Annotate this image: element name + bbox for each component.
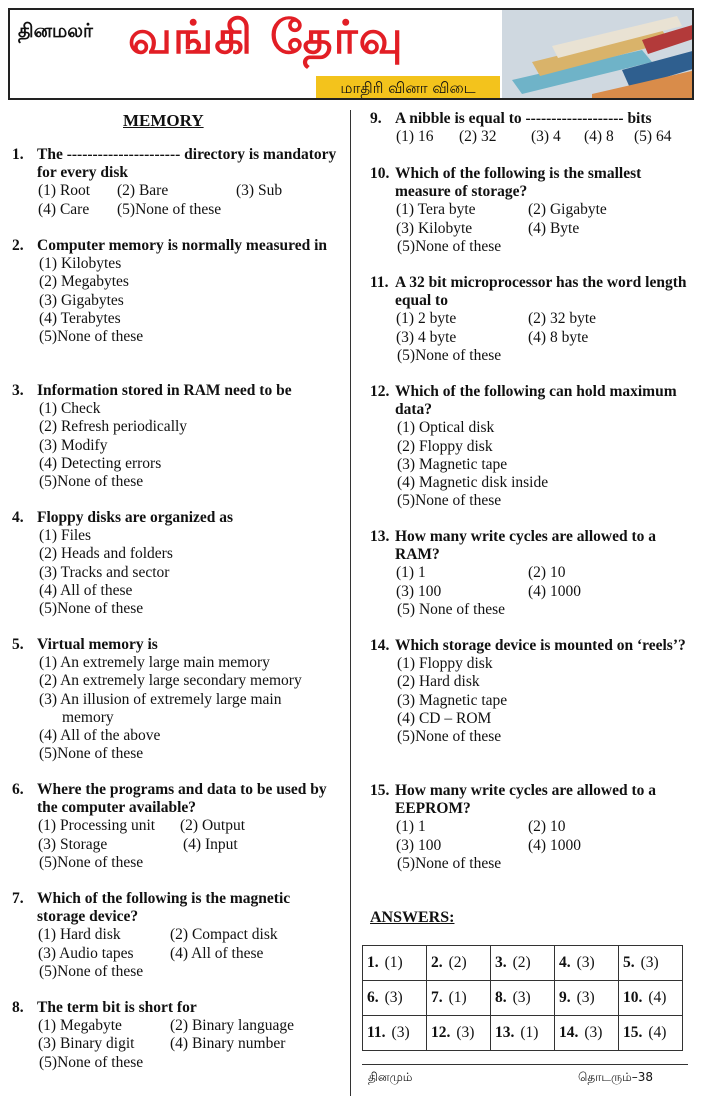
option: (3) Sub	[236, 182, 283, 200]
answer-cell: 6. (3)	[363, 981, 427, 1016]
question-stem: Floppy disks are organized as	[37, 509, 234, 526]
question-number: 9.	[370, 110, 382, 127]
answer-cell: 9. (3)	[555, 981, 619, 1016]
answer-cell: 7. (1)	[427, 981, 491, 1016]
section-title: MEMORY	[123, 111, 204, 130]
masthead	[8, 8, 694, 100]
books-illustration	[502, 10, 694, 100]
question-stem: Information stored in RAM need to be	[37, 382, 292, 399]
question-8	[12, 999, 342, 1072]
option: (3) Binary digit	[38, 1035, 135, 1053]
option: (5)None of these	[39, 600, 144, 618]
option: (2) An extremely large secondary memory	[39, 672, 302, 690]
option: (3) Modify	[39, 436, 108, 454]
option: (1) Floppy disk	[397, 655, 493, 673]
table-row	[363, 946, 683, 981]
question-1	[12, 146, 342, 219]
column-divider	[350, 110, 351, 1096]
option: (4) 8	[584, 128, 614, 146]
question-number: 5.	[12, 636, 24, 653]
option: (1) Hard disk	[38, 926, 121, 944]
option: (3) 4	[531, 128, 561, 146]
question-number: 2.	[12, 237, 24, 254]
option: (4) Care	[38, 200, 90, 218]
answer-cell: 13. (1)	[491, 1016, 555, 1051]
question-stem: How many write cycles are allowed to a RAM?	[395, 528, 657, 564]
option: (5)None of these	[39, 328, 144, 346]
option: (2) 10	[528, 818, 566, 836]
question-number: 11.	[370, 274, 389, 291]
option: (2) Floppy disk	[397, 437, 493, 455]
option: (2) Megabytes	[39, 273, 129, 291]
option: (4) 1000	[528, 582, 581, 600]
option: (3) 4 byte	[396, 328, 457, 346]
option: (1) Files	[39, 527, 92, 545]
option: (3) Magnetic tape	[397, 691, 508, 709]
option: (1) Root	[38, 182, 91, 200]
option: (5)None of these	[39, 745, 144, 763]
option: (5)None of these	[117, 200, 222, 218]
question-11	[370, 274, 690, 365]
question-number: 6.	[12, 781, 24, 798]
option: (4) All of these	[39, 581, 133, 599]
answer-cell: 12. (3)	[427, 1016, 491, 1051]
table-row	[363, 1016, 683, 1051]
option: (2) 32	[459, 128, 497, 146]
question-15	[370, 782, 690, 873]
option: (5)None of these	[39, 853, 144, 871]
option: (5) 64	[634, 128, 672, 146]
question-10	[370, 165, 690, 256]
table-row	[363, 981, 683, 1016]
question-number: 10.	[370, 165, 390, 182]
question-stem: Which of the following can hold maximum data?	[395, 383, 677, 419]
answer-cell: 2. (2)	[427, 946, 491, 981]
question-number: 4.	[12, 509, 24, 526]
answer-cell: 5. (3)	[619, 946, 683, 981]
option: (1) Kilobytes	[39, 255, 122, 273]
answer-cell: 3. (2)	[491, 946, 555, 981]
option: (2) Refresh periodically	[39, 418, 188, 436]
subtitle-banner: மாதிரி வினா விடை	[316, 76, 500, 100]
question-stem: The ---------------------- directory is mandatory for every disk	[37, 146, 337, 182]
option: (3) 100	[396, 836, 442, 854]
question-number: 12.	[370, 383, 390, 400]
option: (3) Kilobyte	[396, 219, 473, 237]
option: (4) CD – ROM	[397, 709, 492, 727]
option: (1) 2 byte	[396, 310, 457, 328]
option: (4) All of the above	[39, 727, 161, 745]
answer-cell: 1. (1)	[363, 946, 427, 981]
question-stem: Which of the following is the magnetic storage device?	[37, 890, 291, 926]
question-stem: Where the programs and data to be used by the computer available?	[37, 781, 327, 817]
question-stem: How many write cycles are allowed to a EEPROM?	[395, 782, 657, 818]
question-12	[370, 383, 690, 510]
question-stem: Computer memory is normally measured in	[37, 237, 328, 254]
question-7	[12, 890, 342, 981]
question-number: 13.	[370, 528, 390, 545]
page-title: வங்கி தேர்வு	[128, 10, 404, 64]
option: (4) Byte	[528, 219, 580, 237]
answers-title: ANSWERS:	[370, 909, 455, 926]
option: (4) Detecting errors	[39, 454, 162, 472]
option: (5)None of these	[397, 728, 502, 746]
question-number: 8.	[12, 999, 24, 1016]
option: (5)None of these	[397, 492, 502, 510]
answer-cell: 10. (4)	[619, 981, 683, 1016]
option: (4) 8 byte	[528, 328, 589, 346]
question-number: 1.	[12, 146, 24, 163]
option: (5)None of these	[39, 473, 144, 491]
option: (4) Input	[183, 835, 238, 853]
option: (2) 10	[528, 564, 566, 582]
option: (2) 32 byte	[528, 310, 597, 328]
answer-cell: 11. (3)	[363, 1016, 427, 1051]
option: (1) Check	[39, 400, 101, 418]
question-stem: A nibble is equal to ------------------- bits	[395, 110, 652, 127]
option: (4) Magnetic disk inside	[397, 474, 549, 492]
option: (2) Bare	[117, 182, 169, 200]
option: (3) An illusion of extremely large main	[39, 690, 282, 708]
answer-cell: 15. (4)	[619, 1016, 683, 1051]
option: (5)None of these	[397, 854, 502, 872]
question-13	[370, 528, 690, 619]
question-9	[370, 110, 690, 146]
question-6	[12, 781, 342, 872]
question-stem: A 32 bit microprocessor has the word length equal to	[395, 274, 687, 310]
option: (5)None of these	[397, 346, 502, 364]
answer-cell: 4. (3)	[555, 946, 619, 981]
option: (3) Gigabytes	[39, 291, 124, 309]
question-number: 15.	[370, 782, 390, 799]
question-stem: Which storage device is mounted on ‘reels’?	[395, 637, 686, 654]
option: (3) 100	[396, 582, 442, 600]
footer-rule	[362, 1064, 688, 1065]
question-4	[12, 509, 342, 618]
answer-cell: 14. (3)	[555, 1016, 619, 1051]
question-stem: The term bit is short for	[37, 999, 197, 1016]
option: (1) Processing unit	[38, 817, 156, 835]
option: (5) None of these	[397, 600, 506, 618]
option: (2) Compact disk	[170, 926, 278, 944]
option: (1) Optical disk	[397, 419, 495, 437]
option: (1) An extremely large main memory	[39, 654, 270, 672]
question-stem: Virtual memory is	[37, 636, 158, 653]
option: (3) Tracks and sector	[39, 563, 170, 581]
option: (3) Audio tapes	[38, 944, 134, 962]
question-number: 14.	[370, 637, 390, 654]
option: (5)None of these	[39, 962, 144, 980]
option: (2) Binary language	[170, 1017, 294, 1035]
option: (2) Heads and folders	[39, 545, 173, 563]
option: (4) 1000	[528, 836, 581, 854]
question-14	[370, 637, 690, 746]
option: (3) Storage	[38, 835, 108, 853]
option: (4) Binary number	[170, 1035, 286, 1053]
option: (2) Gigabyte	[528, 201, 607, 219]
footer-left: தினமும்	[368, 1070, 413, 1084]
option: (1) 16	[396, 128, 434, 146]
option: (2) Output	[180, 817, 246, 835]
newspaper-logo: தினமலர்	[18, 20, 93, 42]
answers-table	[362, 945, 683, 1051]
question-number: 3.	[12, 382, 24, 399]
option: (4) All of these	[170, 944, 264, 962]
question-number: 7.	[12, 890, 24, 907]
footer-right: தொடரும்–38	[578, 1070, 654, 1084]
answer-cell: 8. (3)	[491, 981, 555, 1016]
question-3	[12, 382, 342, 491]
option: (5)None of these	[397, 237, 502, 255]
option: (1) Tera byte	[396, 201, 476, 219]
option-continued: memory	[62, 708, 114, 726]
question-2	[12, 237, 342, 346]
question-5	[12, 636, 342, 763]
option: (3) Magnetic tape	[397, 455, 508, 473]
option: (1) 1	[396, 818, 426, 836]
option: (4) Terabytes	[39, 309, 121, 327]
option: (1) Megabyte	[38, 1017, 122, 1035]
option: (2) Hard disk	[397, 673, 480, 691]
question-stem: Which of the following is the smallest measure of storage?	[395, 165, 642, 201]
option: (1) 1	[396, 564, 426, 582]
option: (5)None of these	[39, 1053, 144, 1071]
